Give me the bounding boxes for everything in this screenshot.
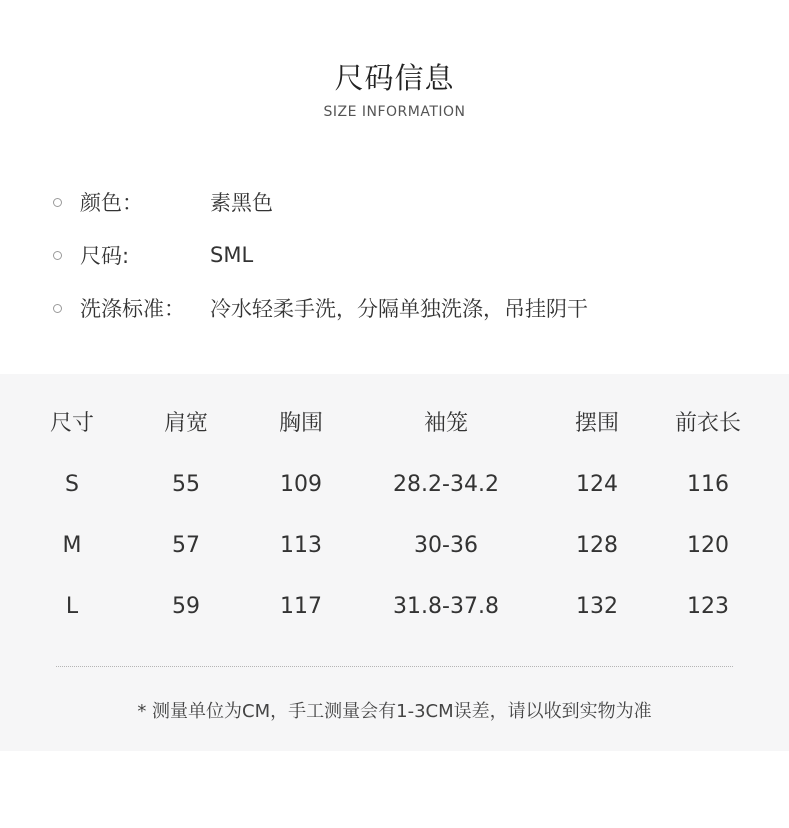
table-cell: 109 <box>280 472 322 497</box>
table-header-cell: 袖笼 <box>423 411 469 436</box>
info-label: 颜色： <box>80 191 143 215</box>
table-header-cell: 胸围 <box>278 411 324 436</box>
measurement-note: * 测量单位为CM，手工测量会有1-3CM误差，请以收到实物为准 <box>137 701 652 722</box>
table-cell: 31.8-37.8 <box>393 594 499 619</box>
table-cell: M <box>62 533 82 558</box>
table-cell: 124 <box>576 472 618 497</box>
page-title: 尺码信息 <box>334 61 455 95</box>
table-cell: 113 <box>280 533 322 558</box>
info-value: 冷水轻柔手洗，分隔单独洗涤，吊挂阴干 <box>210 297 588 321</box>
table-cell: 123 <box>687 594 729 619</box>
size-table-panel <box>0 374 789 751</box>
table-cell: 57 <box>172 533 200 558</box>
table-header-cell: 肩宽 <box>163 411 209 436</box>
info-row-wash <box>53 293 588 323</box>
table-cell: L <box>65 594 79 619</box>
table-cell: 128 <box>576 533 618 558</box>
circle-bullet-icon <box>53 304 62 313</box>
table-header-cell: 尺寸 <box>49 411 95 436</box>
info-row-color <box>53 187 273 217</box>
table-cell: 59 <box>172 594 200 619</box>
table-header-cell: 摆围 <box>574 411 620 436</box>
info-value: 素黑色 <box>210 191 273 215</box>
info-label: 尺码: <box>80 244 130 268</box>
table-header-cell: 前衣长 <box>674 411 742 436</box>
table-cell: 28.2-34.2 <box>393 472 499 497</box>
info-row-size <box>53 240 253 270</box>
table-cell: 117 <box>280 594 322 619</box>
circle-bullet-icon <box>53 251 62 260</box>
table-cell: 132 <box>576 594 618 619</box>
info-label: 洗涤标准： <box>80 297 185 321</box>
table-cell: 120 <box>687 533 729 558</box>
table-cell: 116 <box>687 472 729 497</box>
table-cell: S <box>65 472 79 497</box>
dotted-divider <box>56 666 733 667</box>
page-subtitle: SIZE INFORMATION <box>323 104 466 120</box>
table-cell: 30-36 <box>414 533 478 558</box>
table-cell: 55 <box>172 472 200 497</box>
info-value: SML <box>210 243 254 267</box>
circle-bullet-icon <box>53 198 62 207</box>
